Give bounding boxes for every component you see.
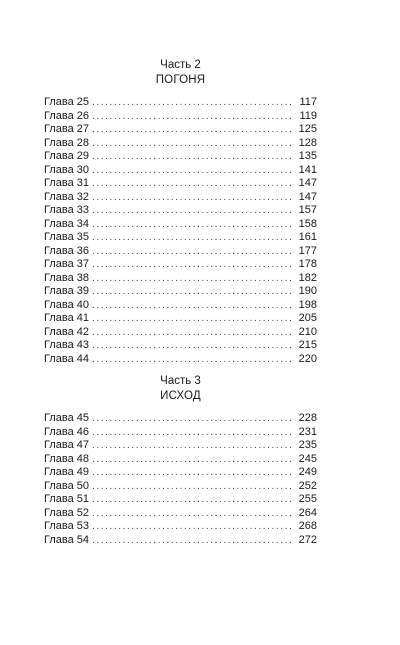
dot-leader (92, 507, 294, 521)
toc-entry (44, 426, 317, 440)
toc-entry (44, 123, 317, 137)
page-number: 141 (298, 163, 317, 176)
chapter-name: Глава 34 (44, 217, 90, 230)
dot-leader (92, 520, 294, 534)
toc-entry (44, 245, 317, 259)
part-2-section (44, 58, 317, 366)
chapter-name: Глава 51 (44, 493, 90, 505)
dot-leader (92, 137, 294, 151)
page-number: 245 (298, 452, 317, 465)
toc-entry (44, 110, 317, 124)
chapter-name: Глава 41 (44, 312, 90, 324)
page-number: 210 (298, 325, 317, 338)
dot-leader (92, 204, 294, 218)
chapter-name: Глава 37 (44, 258, 90, 270)
toc-entry (44, 177, 317, 191)
page-number: 178 (298, 258, 317, 270)
dot-leader (92, 480, 294, 494)
dot-leader (92, 191, 294, 205)
chapter-name: Глава 33 (44, 204, 90, 216)
dot-leader (92, 466, 294, 480)
page-number: 182 (298, 271, 317, 284)
chapter-name: Глава 28 (44, 136, 90, 149)
page-number: 268 (298, 520, 317, 532)
toc-entry (44, 272, 317, 286)
chapter-list (44, 412, 317, 547)
dot-leader (92, 412, 294, 426)
toc-entry (44, 412, 317, 426)
page-number: 161 (298, 231, 317, 243)
toc-entry (44, 218, 317, 232)
dot-leader (92, 312, 294, 326)
toc-entry (44, 96, 317, 110)
chapter-name: Глава 29 (44, 150, 90, 162)
chapter-list (44, 96, 317, 366)
toc-entry (44, 339, 317, 353)
chapter-name: Глава 48 (44, 452, 90, 465)
chapter-name: Глава 35 (44, 231, 90, 243)
dot-leader (92, 285, 294, 299)
page-number: 215 (298, 339, 317, 351)
dot-leader (92, 258, 294, 272)
dot-leader (92, 534, 294, 548)
chapter-name: Глава 42 (44, 325, 90, 338)
page-number: 147 (298, 177, 317, 189)
page-number: 198 (298, 298, 317, 311)
chapter-name: Глава 45 (44, 412, 90, 424)
dot-leader (92, 353, 294, 367)
page-number: 249 (298, 466, 317, 478)
chapter-name: Глава 44 (44, 352, 90, 365)
part-title: ИСХОД (160, 390, 201, 402)
dot-leader (92, 339, 294, 353)
chapter-name: Глава 36 (44, 244, 90, 257)
dot-leader (92, 110, 294, 124)
page-number: 252 (298, 479, 317, 492)
dot-leader (92, 231, 294, 245)
chapter-name: Глава 52 (44, 506, 90, 519)
page-number: 190 (298, 285, 317, 297)
toc-entry (44, 466, 317, 480)
chapter-name: Глава 27 (44, 123, 90, 135)
chapter-name: Глава 26 (44, 109, 90, 122)
toc-entry (44, 312, 317, 326)
dot-leader (92, 426, 294, 440)
dot-leader (92, 164, 294, 178)
page-number: 147 (298, 190, 317, 203)
dot-leader (92, 272, 294, 286)
toc-entry (44, 137, 317, 151)
part-heading (44, 374, 317, 403)
page-number: 157 (298, 204, 317, 216)
page-number: 272 (298, 533, 317, 546)
toc-entry (44, 353, 317, 367)
chapter-name: Глава 49 (44, 466, 90, 478)
dot-leader (92, 123, 294, 137)
dot-leader (92, 96, 294, 110)
page-number: 158 (298, 217, 317, 230)
toc-entry (44, 480, 317, 494)
dot-leader (92, 439, 294, 453)
page-number: 135 (298, 150, 317, 162)
page-number: 125 (298, 123, 317, 135)
part-3-section (44, 374, 317, 547)
toc-entry (44, 164, 317, 178)
toc-entry (44, 507, 317, 521)
dot-leader (92, 177, 294, 191)
chapter-name: Глава 25 (44, 96, 90, 108)
page-number: 177 (298, 244, 317, 257)
page-number: 117 (299, 96, 317, 108)
page-number: 231 (298, 425, 317, 438)
chapter-name: Глава 46 (44, 425, 90, 438)
page-number: 205 (298, 312, 317, 324)
page-number: 220 (298, 352, 317, 365)
toc-entry (44, 493, 317, 507)
dot-leader (92, 326, 294, 340)
chapter-name: Глава 40 (44, 298, 90, 311)
chapter-name: Глава 30 (44, 163, 90, 176)
toc-entry (44, 150, 317, 164)
dot-leader (92, 299, 294, 313)
page-number: 128 (298, 136, 317, 149)
part-label: Часть 2 (160, 59, 201, 71)
toc-entry (44, 258, 317, 272)
toc-entry (44, 453, 317, 467)
chapter-name: Глава 53 (44, 520, 90, 532)
part-title: ПОГОНЯ (155, 74, 206, 86)
chapter-name: Глава 43 (44, 339, 90, 351)
chapter-name: Глава 50 (44, 479, 90, 492)
chapter-name: Глава 38 (44, 271, 90, 284)
dot-leader (92, 245, 294, 259)
toc-entry (44, 204, 317, 218)
toc-entry (44, 534, 317, 548)
page-number: 255 (298, 493, 317, 505)
dot-leader (92, 150, 294, 164)
page-number: 264 (298, 506, 317, 519)
dot-leader (92, 453, 294, 467)
toc-entry (44, 520, 317, 534)
chapter-name: Глава 39 (44, 285, 90, 297)
page-number: 235 (298, 439, 317, 451)
page-number: 119 (299, 109, 317, 122)
chapter-name: Глава 47 (44, 439, 90, 451)
part-label: Часть 3 (160, 375, 201, 387)
toc-entry (44, 299, 317, 313)
part-heading (44, 58, 317, 87)
dot-leader (92, 493, 294, 507)
page-number: 228 (298, 412, 317, 424)
toc-entry (44, 439, 317, 453)
toc-entry (44, 326, 317, 340)
toc-entry (44, 191, 317, 205)
chapter-name: Глава 54 (44, 533, 90, 546)
chapter-name: Глава 31 (44, 177, 90, 189)
dot-leader (92, 218, 294, 232)
toc-entry (44, 231, 317, 245)
chapter-name: Глава 32 (44, 190, 90, 203)
toc-entry (44, 285, 317, 299)
